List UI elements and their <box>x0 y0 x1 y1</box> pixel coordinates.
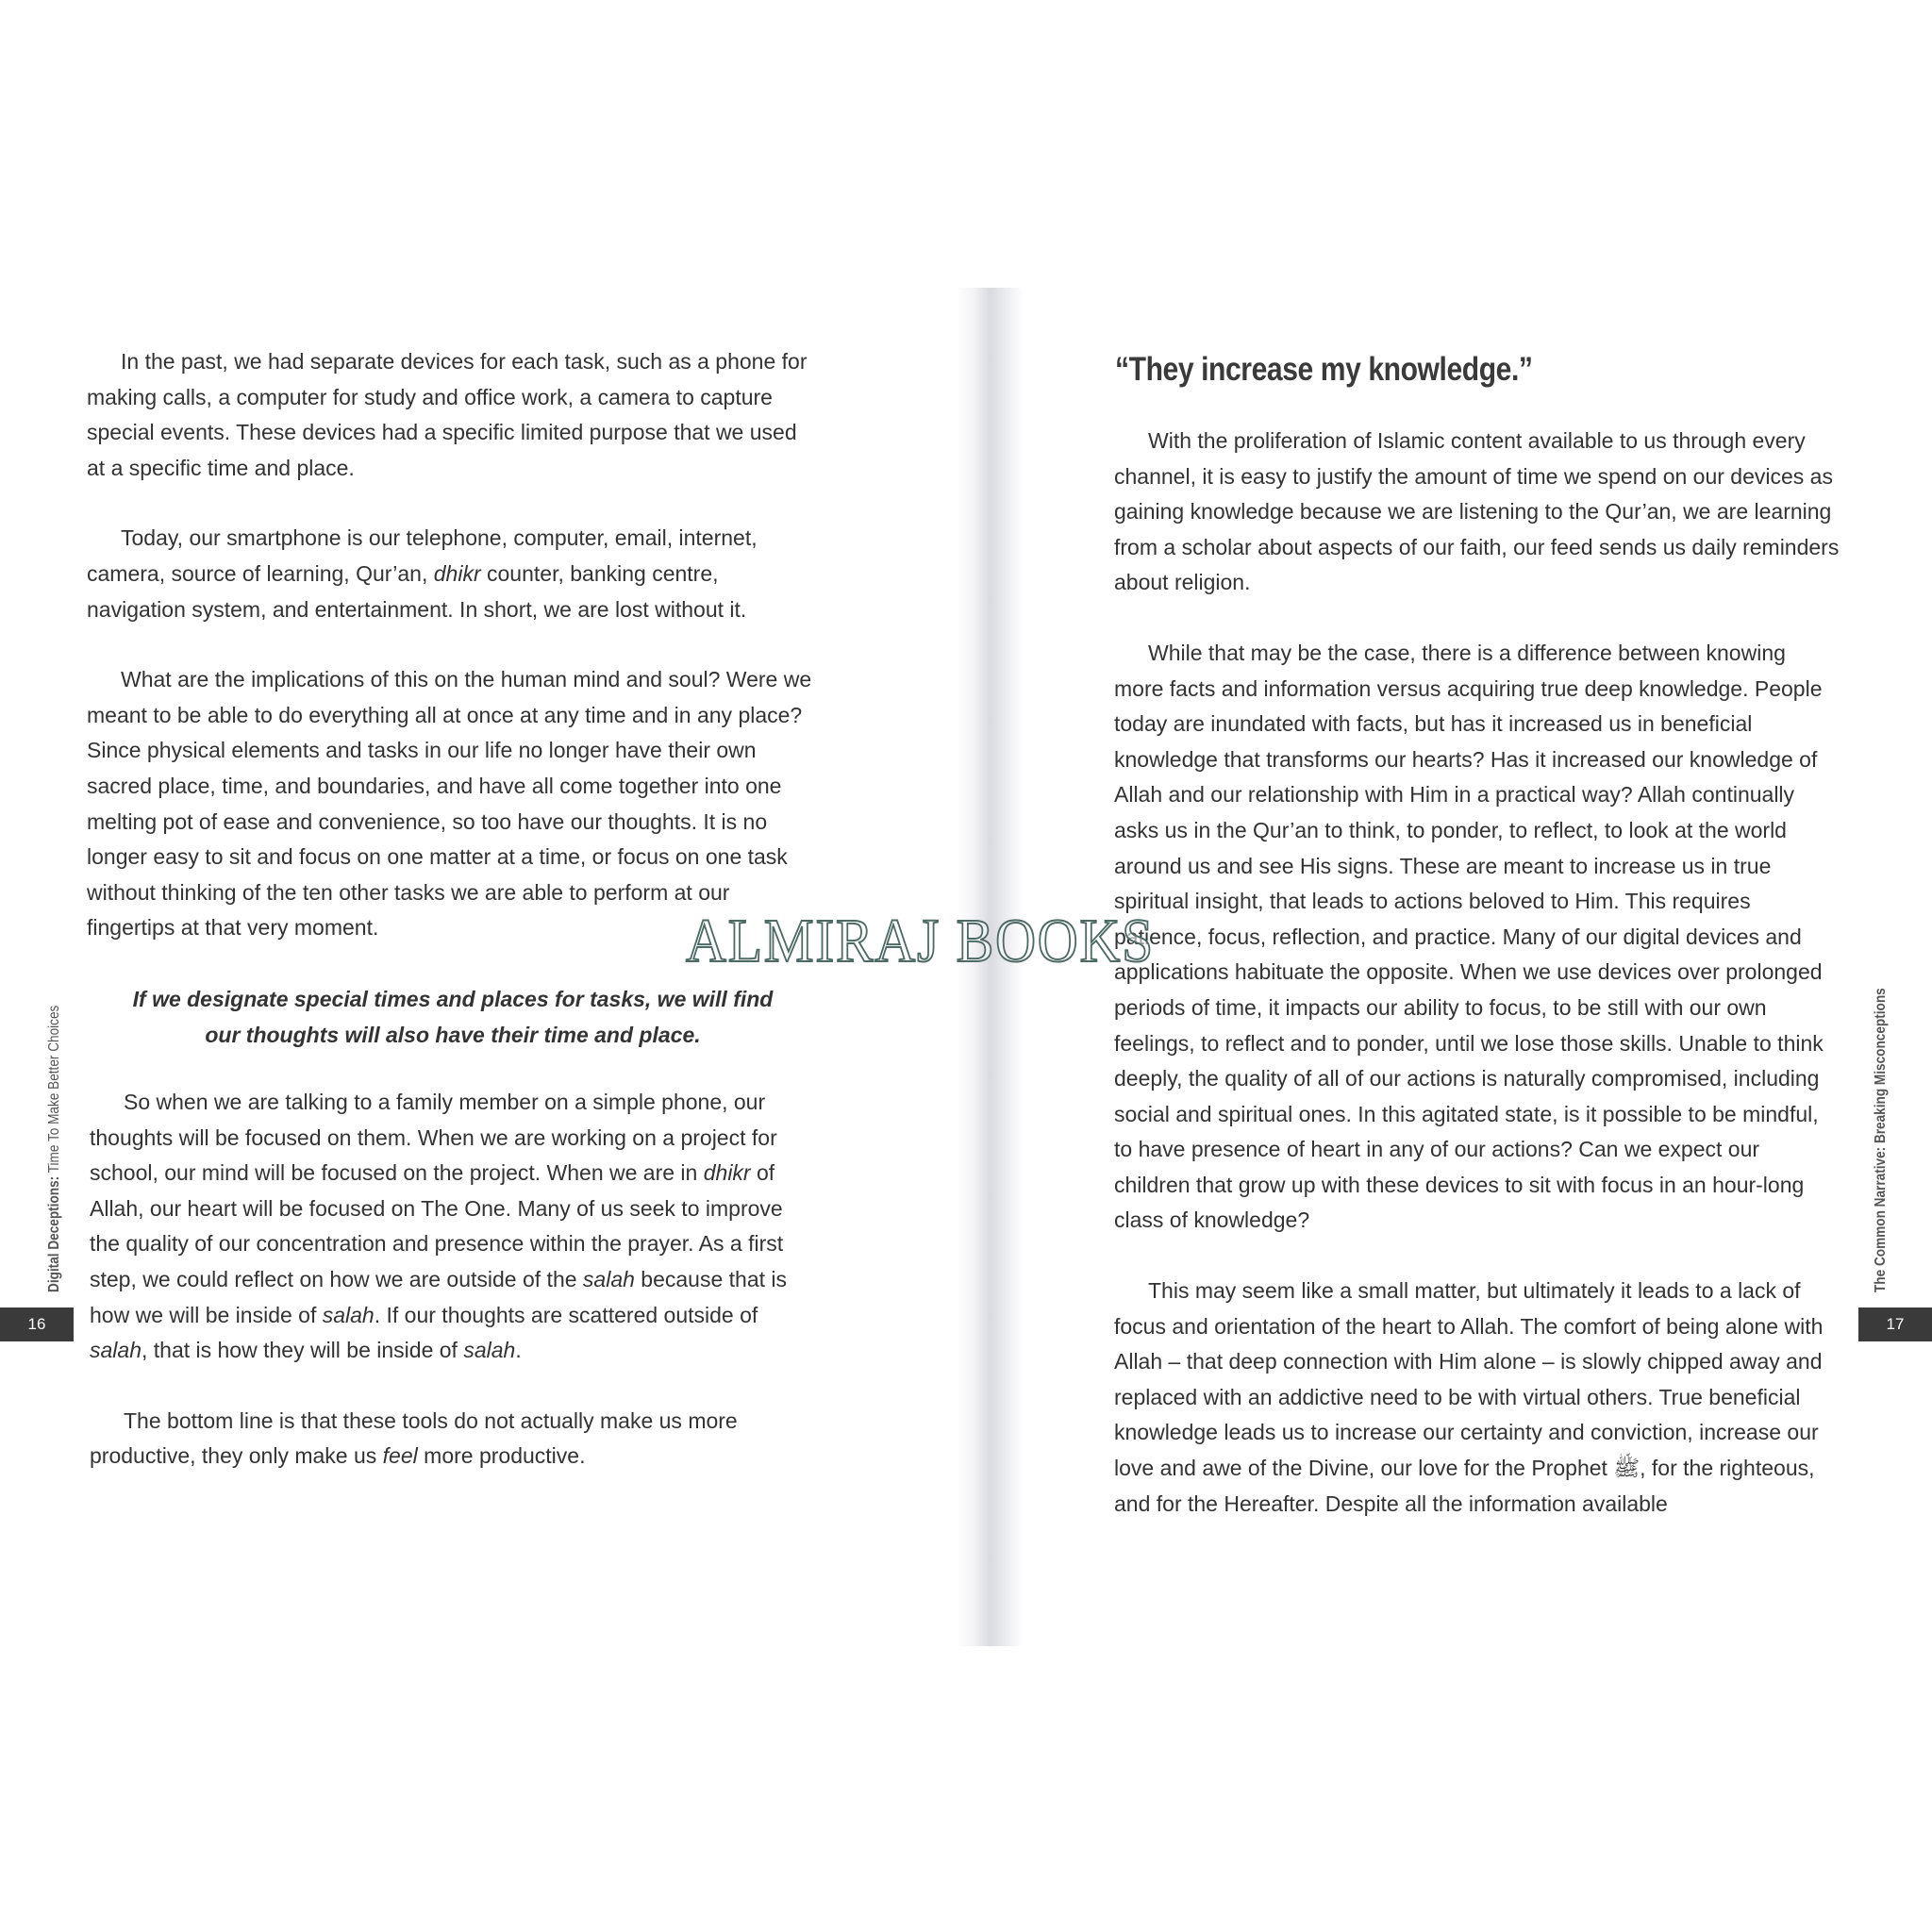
right-running-title: The Common Narrative: Breaking Misconceptions <box>1873 988 1889 1292</box>
text-run: So when we are talking to a family member on a simple phone, our thoughts will be focused on them. When we are working on a project for school, our mind will be focused on the project. When we are in <box>90 1090 777 1186</box>
left-running-title-bold: Digital Deceptions: <box>46 1175 62 1292</box>
left-continued-paragraph <box>90 1085 818 1369</box>
italic-term: salah <box>90 1338 142 1363</box>
text-run: counter, banking centre, navigation system, and entertainment. In short, we are lost without it. <box>87 560 747 622</box>
section-heading: “They increase my knowledge.” <box>1115 351 1533 388</box>
text-run: The bottom line is that these tools do not actually make us more productive, they only make us <box>90 1407 738 1469</box>
text-run: of Allah, our heart will be focused on The One. Many of us seek to improve the quality of our concentration and presence within the prayer. As a first step, we could reflect on how we are outside of the <box>90 1160 784 1291</box>
italic-term: salah <box>582 1266 635 1291</box>
italic-term: dhikr <box>433 560 481 586</box>
text-run: more productive. <box>417 1443 586 1469</box>
text-run: What are the implications of this on the human mind and soul? Were we meant to be able to do everything all at once at any time and in any place? Since physical elements and tasks in our life no longer have their own sacred place, time, and boundaries, and have all come together into one melting pot of ease and convenience, so too have our thoughts. It is no longer easy to sit and focus on one matter at a time, or focus on one task without thinking of the ten other tasks we are able to perform at our fingertips at that very moment. <box>87 667 812 941</box>
left-body-text-continued <box>90 1085 818 1474</box>
text-run: With the proliferation of Islamic content available to us through every channel, it is easy to justify the amount of time we spend on our devices as gaining knowledge because we are listening to the Qur’an, we are learning from a scholar about aspects of our faith, our feed sends us daily reminders about religion. <box>1114 428 1840 595</box>
right-page-number: 17 <box>1858 1307 1932 1341</box>
right-paragraph <box>1114 424 1840 601</box>
italic-term: salah <box>463 1338 516 1363</box>
italic-term: dhikr <box>703 1160 751 1186</box>
left-page-number: 16 <box>0 1307 74 1341</box>
left-paragraph <box>87 662 818 946</box>
text-run: Today, our smartphone is our telephone, computer, email, internet, camera, source of learning, Qur’an, <box>87 525 758 586</box>
left-paragraph <box>87 521 818 627</box>
right-paragraph <box>1114 636 1840 1239</box>
italic-term: feel <box>382 1443 418 1469</box>
text-run: , that is how they will be inside of <box>141 1338 464 1363</box>
left-running-title-light: Time To Make Better Choices <box>46 1005 62 1176</box>
text-run: While that may be the case, there is a difference between knowing more facts and information versus acquiring true deep knowledge. People today are inundated with facts, but has it increased us in beneficial knowledge that transforms our hearts? Has it increased our knowledge of Allah and our relationship with Him in a practical way? Allah continually asks us in the Qur’an to think, to ponder, to reflect, to look at the world around us and see His signs. These are meant to increase us in true spiritual insight, that leads to actions beloved to Him. This requires patience, focus, reflection, and practice. Many of our digital devices and applications habituate the opposite. When we use devices over prolonged periods of time, it impacts our ability to focus, to be still with our own feelings, to reflect and to ponder, until we lose those skills. Unable to think deeply, the quality of all of our actions is naturally compromised, including social and spiritual ones. In this agitated state, is it possible to be mindful, to have presence of heart in any of our actions? Can we expect our children that grow up with these devices to sit with focus in an hour-long class of knowledge? <box>1114 640 1824 1233</box>
watermark-logo: ALMIRAJ BOOKS <box>686 907 1156 975</box>
right-body-text <box>1114 424 1840 1522</box>
left-continued-paragraph <box>90 1404 818 1474</box>
left-running-title <box>46 1006 63 1292</box>
left-paragraph <box>87 344 818 486</box>
text-run: because that is how we will be inside of <box>90 1266 788 1327</box>
pull-quote: If we designate special times and places for tasks, we will find our thoughts will also have their time and place. <box>132 987 774 1047</box>
text-run: . If our thoughts are scattered outside of <box>374 1302 758 1327</box>
italic-term: salah <box>322 1302 375 1327</box>
right-paragraph <box>1114 1274 1840 1522</box>
text-run: This may seem like a small matter, but ultimately it leads to a lack of focus and orientation of the heart to Allah. The comfort of being alone with Allah – that deep connection with Him alone – is slowly chipped away and replaced with an addictive need to be with virtual others. True beneficial knowledge leads us to increase our certainty and conviction, increase our love and awe of the Divine, our love for the Prophet ﷺ, for the righteous, and for the Hereafter. Despite all the information available <box>1114 1278 1824 1516</box>
text-run: In the past, we had separate devices for each task, such as a phone for making calls, a computer for study and office work, a camera to capture special events. These devices had a specific limited purpose that we used at a specific time and place. <box>87 349 808 480</box>
left-body-text <box>87 344 818 946</box>
text-run: . <box>515 1338 522 1363</box>
